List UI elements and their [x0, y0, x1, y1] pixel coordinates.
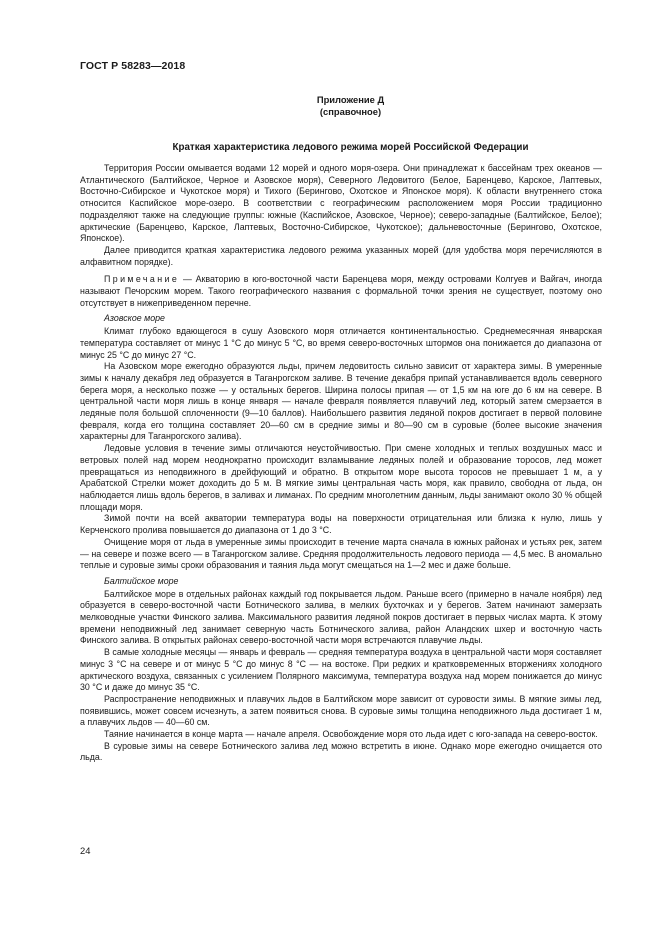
subsection-heading-baltic: Балтийское море: [104, 575, 179, 586]
paragraph: Очищение моря от льда в умеренные зимы происходит в течение марта сначала в южных районах и устьях рек, затем — на севере и позже всего — в Таганрогском заливе. Средняя продолжительность ледового периода — 4,5 мес. В аномально теплые и суровые зимы сроки образования и таяния льда могут смещаться на 1—2 мес и даже больше.: [80, 536, 602, 571]
appendix-heading: [0, 94, 661, 118]
paragraph: Распространение неподвижных и плавучих льдов в Балтийском море зависит от суровости зимы. В мягкие зимы лед, появившись, может совсем исчезнуть, а затем появиться снова. В суровые зимы толщина неподвижного льда достигает 1 м, а плавучих льдов — 40—60 см.: [80, 693, 602, 728]
page-number: 24: [80, 845, 91, 856]
paragraph: Ледовые условия в течение зимы отличаются неустойчивостью. При смене холодных и теплых воздушных масс и ветровых полей над морем неоднократно происходит взламывание ледяных полей и образование торосов, лед может превращаться из неподвижного в дрейфующий и обратно. В открытом море высота торосов не превышает 1 м, а у Арабатской Стрелки может доходить до 5 м. В мягкие зимы центральная часть моря, как правило, свободна от льда, он наблюдается лишь вдоль берегов, в заливах и лиманах. По средним многолетним данным, льды занимают около 30 % общей площади моря.: [80, 443, 602, 512]
subsection-heading-azov: Азовское море: [104, 313, 165, 324]
body-text: [80, 163, 602, 764]
note-label: Примечание: [104, 274, 180, 285]
paragraph: Зимой почти на всей акватории температура воды на поверхности отрицательная или близка к нулю, лишь у Керченского пролива повышается до диапазона от 1 до 3 °С.: [80, 513, 602, 536]
paragraph: Территория России омывается водами 12 морей и одного моря-озера. Они принадлежат к бассейнам трех океанов — Атлантического (Балтийское, Черное и Азовское моря), Северного Ледовитого (Белое, Баренцево, Карское, Лаптевых, Восточно-Сибирское и Чукотское моря) и Тихого (Берингово, Охотское и Японское моря). К области внутреннего стока относится Каспийское море-озеро. В соответствии с географическим расположением моря России традиционно подразделяют также на следующие группы: южные (Каспийское, Азовское, Черное); северо-западные (Балтийское, Белое); арктические (Баренцево, Карское, Лаптевых, Восточно-Сибирское, Чукотское); дальневосточные (Берингово, Охотское, Японское).: [80, 163, 602, 244]
paragraph: Климат глубоко вдающегося в сушу Азовского моря отличается континентальностью. Среднемесячная январская температура составляет от минус 1 °С до минус 5 °С, во время северо-восточных штормов она понижается до диапазона от минус 25 °С до минус 27 °С.: [80, 326, 602, 360]
section-title: Краткая характеристика ледового режима морей Российской Федерации: [172, 142, 529, 153]
appendix-label: Приложение Д: [316, 94, 385, 105]
document-header: ГОСТ Р 58283—2018: [80, 60, 186, 72]
paragraph: Далее приводится краткая характеристика ледового режима указанных морей (для удобства моря перечисляются в алфавитном порядке).: [80, 244, 602, 267]
paragraph: В суровые зимы на севере Ботнического залива лед можно встретить в июне. Однако море ежегодно очищается ото льда.: [80, 740, 602, 763]
note-paragraph: [80, 274, 602, 309]
paragraph: Таяние начинается в конце марта — начале апреля. Освобождение моря ото льда идет с юго-запада на северо-восток.: [104, 729, 598, 740]
paragraph: На Азовском море ежегодно образуются льды, причем ледовитость сильно зависит от характера зимы. В умеренные зимы к началу декабря лед образуется в Таганрогском заливе. В течение декабря припай устанавливается вдоль северного берега моря, а несколько позже — у остальных берегов. Ширина полосы припая — от 1,5 км на юге до 6 км на севере. В центральной части моря лишь в конце января — начале февраля появляется плавучий лед, который затем смерзается в ледяные поля большой сплоченности (9—10 баллов). Наибольшего развития ледяной покров достигает в первой половине февраля, когда его толщина составляет 20—60 см в средние зимы и 80—90 см в суровые (более высокие значения характерны для Таганрогского залива).: [80, 361, 602, 442]
appendix-type: (справочное): [319, 106, 382, 117]
paragraph: Балтийское море в отдельных районах каждый год покрывается льдом. Раньше всего (примерно в начале ноября) лед образуется в северо-восточной части Ботнического залива, в мелких бухточках и у берегов. Затем начинают замерзать мелководные участки Финского залива. Максимального развития ледяной покров достигает в первых числах марта. К этому времени неподвижный лед занимает северную часть Ботнического залива, район Аландских шхер и восточную часть Финского залива. В открытых районах северо-восточной части моря встречаются плавучие льды.: [80, 588, 602, 646]
note-text: — Акваторию в юго-восточной части Баренцева моря, между островами Колгуев и Вайгач, иногда называют Печорским морем. Такого географического названия с формальной точки зрения не существует, поэтому оно отсутствует в нижеприведенном перечне.: [80, 274, 602, 308]
paragraph: В самые холодные месяцы — январь и февраль — средняя температура воздуха в центральной части моря составляет минус 3 °С на севере и от минус 5 °С до минус 8 °С — на востоке. При редких и кратковременных вторжениях холодного арктического воздуха, связанных с усилением Полярного максимума, температура воздуха над морем понижается до минус 30 °С и даже до минус 35 °С.: [80, 647, 602, 693]
